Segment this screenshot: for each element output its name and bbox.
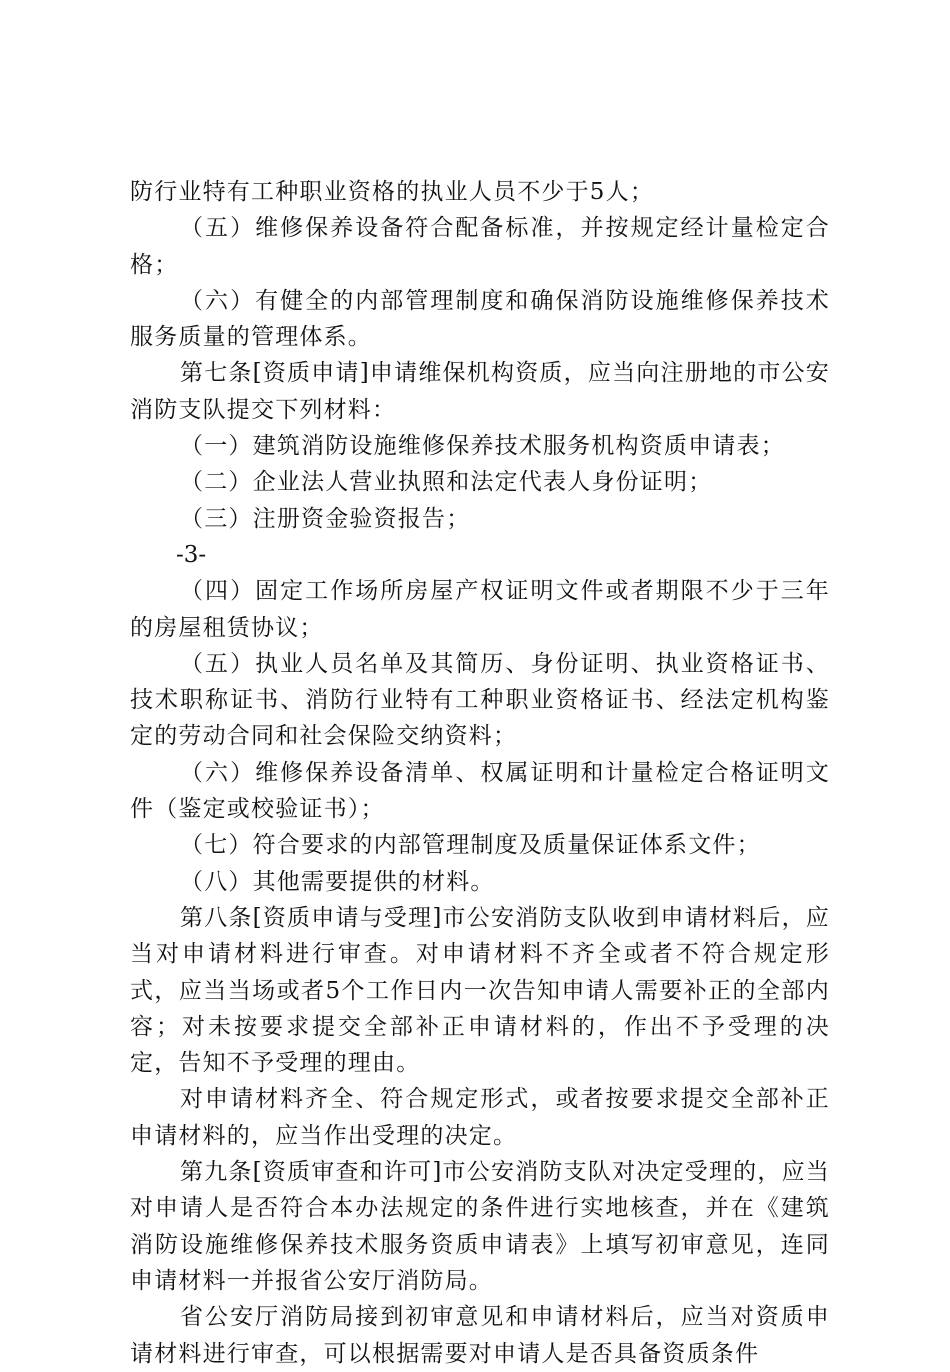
paragraph: （六）维修保养设备清单、权属证明和计量检定合格证明文件（鉴定或校验证书）； — [130, 759, 830, 823]
paragraph: （八）其他需要提供的材料。 — [180, 868, 495, 895]
paragraph: （七）符合要求的内部管理制度及质量保证体系文件； — [180, 832, 761, 859]
paragraph: 对申请材料齐全、符合规定形式，或者按要求提交全部补正申请材料的，应当作出受理的决定。 — [130, 1086, 830, 1149]
paragraph: （一）建筑消防设施维修保养技术服务机构资质申请表； — [180, 433, 785, 460]
paragraph: （二）企业法人营业执照和法定代表人身份证明； — [180, 469, 713, 496]
paragraph: （五）维修保养设备符合配备标准，并按规定经计量检定合格； — [130, 215, 830, 278]
paragraph: （五）执业人员名单及其简历、身份证明、执业资格证书、技术职称证书、消防行业特有工种职业资格证书、经法定机构鉴定的劳动合同和社会保险交纳资料； — [130, 650, 830, 750]
paragraph: （六）有健全的内部管理制度和确保消防设施维修保养技术服务质量的管理体系。 — [130, 287, 830, 351]
paragraph: 省公安厅消防局接到初审意见和申请材料后，应当对资质申请材料进行审查，可以根据需要对申请人是否具备资质条件 — [130, 1304, 830, 1367]
paragraph: （三）注册资金验资报告； — [180, 505, 471, 532]
paragraph: （四）固定工作场所房屋产权证明文件或者期限不少于三年的房屋租赁协议； — [130, 578, 830, 641]
paragraph: 防行业特有工种职业资格的执业人员不少于5人； — [130, 179, 655, 205]
document-body — [130, 174, 830, 1372]
paragraph: 第九条[资质审查和许可]市公安消防支队对决定受理的，应当对申请人是否符合本办法规定的条件进行实地核查，并在《建筑消防设施维修保养技术服务资质申请表》上填写初审意见，连同申请材料一并报省公安厅消防局。 — [130, 1159, 830, 1294]
page-number: -3- — [176, 541, 207, 568]
paragraph: 第八条[资质申请与受理]市公安消防支队收到申请材料后，应当对申请材料进行审查。对申请材料不齐全或者不符合规定形式，应当当场或者5个工作日内一次告知申请人需要补正的全部内容；对未按要求提交全部补正申请材料的，作出不予受理的决定，告知不予受理的理由。 — [130, 904, 830, 1077]
paragraph: 第七条[资质申请]申请维保机构资质，应当向注册地的市公安消防支队提交下列材料： — [130, 360, 830, 423]
